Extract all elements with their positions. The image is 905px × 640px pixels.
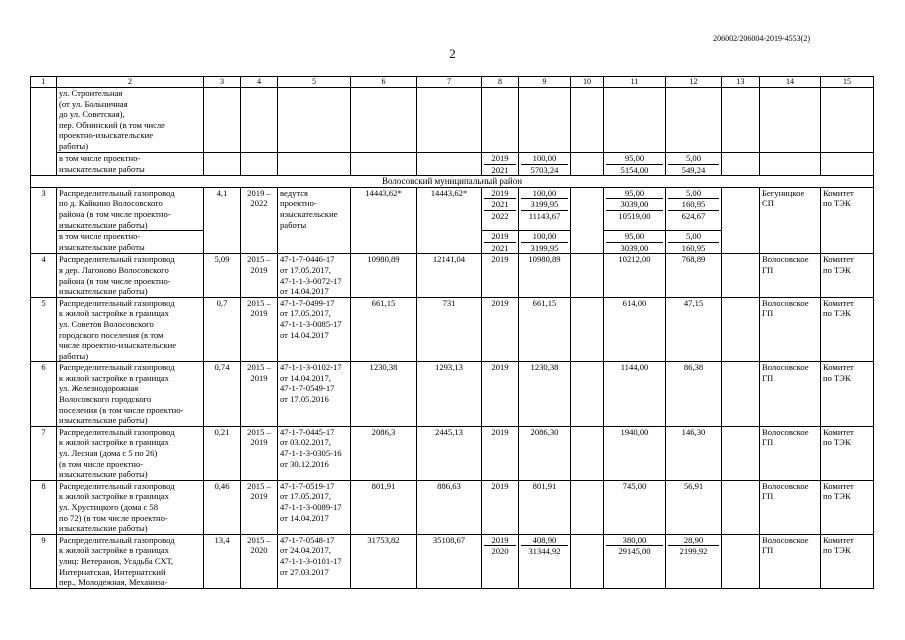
period-cell: 2015 – 2019 — [241, 480, 278, 534]
cost-total-cell: 10980,89 — [351, 254, 417, 297]
column-number: 6 — [351, 77, 417, 88]
year-cell: 2019 — [482, 480, 519, 534]
length-cell: 5,09 — [204, 254, 241, 297]
object-name: Распределительный газопровод к жилой застройке в границах ул. Советов Волосовского городского поселения (в том числе проектно-изыскательские работы) — [57, 297, 204, 362]
year-cell: 2019 — [482, 297, 519, 362]
column-number: 7 — [417, 77, 482, 88]
cost-total-cell: 1230,38 — [351, 362, 417, 427]
value-cell: 380,00 29145,00 — [604, 534, 666, 588]
cost-total-cell: 2086,3 — [351, 426, 417, 480]
value-cell: 1940,00 — [604, 426, 666, 480]
value-cell: 95,00 3039,00 — [604, 231, 666, 254]
empty-cell — [571, 297, 604, 362]
value-cell: 1230,38 — [519, 362, 571, 427]
empty-cell — [571, 362, 604, 427]
row-number: 8 — [31, 480, 57, 534]
value-cell: 100,00 3199,95 — [519, 231, 571, 254]
cost-estimate-cell: 731 — [417, 297, 482, 362]
investment-table — [30, 76, 874, 589]
docs-cell: 47-1-7-0519-17 от 17.05.2017, 47-1-1-3-0089-17 от 14.04.2017 — [278, 480, 351, 534]
table-row — [31, 297, 874, 362]
object-name: Распределительный газопровод я дер. Лагоново Волосовского района (в том числе проектно- изыскательские работы) — [57, 254, 204, 297]
table-row — [31, 534, 874, 588]
object-name: Распределительный газопровод к жилой застройке в границах ул. Хрустицкого (дома с 58 по 72) (в том числе проектно- изыскательские работы) — [57, 480, 204, 534]
cost-total-cell: 661,15 — [351, 297, 417, 362]
value-cell: 95,00 3039,00 10519,00 — [604, 187, 666, 230]
year-cell: 2019 2021 — [482, 153, 519, 176]
period-cell: 2015 – 2019 — [241, 362, 278, 427]
value-cell: 801,91 — [519, 480, 571, 534]
empty-cell — [571, 480, 604, 534]
cost-estimate-cell: 2445,13 — [417, 426, 482, 480]
docs-cell: ведутся проектно- изыскательские работы — [278, 187, 351, 230]
length-cell: 4,1 — [204, 187, 241, 230]
cost-total-cell: 801,91 — [351, 480, 417, 534]
row-number: 7 — [31, 426, 57, 480]
municipality-cell: Волосовское ГП — [760, 426, 821, 480]
value-cell: 5,00 160,95 — [666, 231, 722, 254]
empty-cell — [722, 254, 760, 297]
column-number: 4 — [241, 77, 278, 88]
table-row — [31, 362, 874, 427]
table-row — [31, 480, 874, 534]
value-cell: 86,38 — [666, 362, 722, 427]
value-cell: 100,00 5703,24 — [519, 153, 571, 176]
value-cell: 661,15 — [519, 297, 571, 362]
period-cell: 2015 – 2020 — [241, 534, 278, 588]
length-cell: 13,4 — [204, 534, 241, 588]
column-number: 9 — [519, 77, 571, 88]
docs-cell: 47-1-1-3-0102-17 от 14.04.2017, 47-1-7-0549-17 от 17.05.2016 — [278, 362, 351, 427]
responsible-cell: Комитет по ТЭК — [821, 480, 874, 534]
table-row — [31, 254, 874, 297]
cost-total-cell: 31753,82 — [351, 534, 417, 588]
column-number: 11 — [604, 77, 666, 88]
year-cell: 2019 — [482, 254, 519, 297]
year-cell: 2019 2021 — [482, 231, 519, 254]
object-name: Распределительный газопровод по д. Кайкино Волосовского района (в том числе проектно- изыскательские работы) — [57, 187, 204, 230]
sub-label: в том числе проектно- изыскательские работы — [57, 231, 204, 254]
column-number: 8 — [482, 77, 519, 88]
object-name: Распределительный газопровод к жилой застройке в границах ул. Железнодорожная Волосовского городского поселения (в том числе проектно- изыскательские работы) — [57, 362, 204, 427]
object-name: Распределительный газопровод к жилой застройке в границах улиц: Ветеранов, Усадьба СХТ, Интернатская, Интернатский пер., Молодежная, Механиза- — [57, 534, 204, 588]
municipality-cell: Волосовское ГП — [760, 534, 821, 588]
value-cell: 745,00 — [604, 480, 666, 534]
section-title: Волосовский муниципальный район — [31, 176, 874, 188]
cost-estimate-cell: 14443,62* — [417, 187, 482, 230]
municipality-cell: Волосовское ГП — [760, 362, 821, 427]
section-header — [31, 176, 874, 188]
column-number: 10 — [571, 77, 604, 88]
municipality-cell: Волосовское ГП — [760, 254, 821, 297]
document-id: 206002/206004-2019-4553(2) — [713, 34, 810, 43]
responsible-cell: Комитет по ТЭК — [821, 254, 874, 297]
column-number: 15 — [821, 77, 874, 88]
object-name: ул. Строительная (от ул. Больничная до ул. Советская), пер. Обнинский (в том числе проектно-изыскательские работы) — [57, 88, 204, 153]
column-number: 5 — [278, 77, 351, 88]
responsible-cell: Комитет по ТЭК — [821, 362, 874, 427]
page-number: 2 — [449, 46, 456, 61]
year-cell: 2019 2021 2022 — [482, 187, 519, 230]
value-cell: 408,90 31344,92 — [519, 534, 571, 588]
value-cell: 5,00 160,95 624,67 — [666, 187, 722, 230]
cost-estimate-cell: 35108,67 — [417, 534, 482, 588]
column-number: 1 — [31, 77, 57, 88]
docs-cell: 47-1-7-0499-17 от 17.05.2017, 47-1-1-3-0085-17 от 14.04.2017 — [278, 297, 351, 362]
empty-cell — [571, 426, 604, 480]
period-cell: 2015 – 2019 — [241, 297, 278, 362]
value-cell: 10212,00 — [604, 254, 666, 297]
column-number: 13 — [722, 77, 760, 88]
table-row — [31, 88, 874, 153]
year-cell: 2019 — [482, 426, 519, 480]
row-number: 4 — [31, 254, 57, 297]
sub-label: в том числе проектно- изыскательские работы — [57, 153, 204, 176]
table-row — [31, 426, 874, 480]
cost-total-cell: 14443,62* — [351, 187, 417, 230]
year-cell: 2019 — [482, 362, 519, 427]
column-number: 14 — [760, 77, 821, 88]
year-cell: 2019 2020 — [482, 534, 519, 588]
docs-cell: 47-1-7-0445-17 от 03.02.2017, 47-1-1-3-0305-16 от 30.12.2016 — [278, 426, 351, 480]
length-cell: 0,46 — [204, 480, 241, 534]
value-cell: 768,89 — [666, 254, 722, 297]
length-cell: 0,74 — [204, 362, 241, 427]
cost-estimate-cell: 1293,13 — [417, 362, 482, 427]
docs-cell: 47-1-7-0446-17 от 17.05.2017, 47-1-1-3-0072-17 от 14.04.2017 — [278, 254, 351, 297]
empty-cell — [722, 426, 760, 480]
responsible-cell: Комитет по ТЭК — [821, 297, 874, 362]
row-number: 9 — [31, 534, 57, 588]
length-cell: 0,21 — [204, 426, 241, 480]
value-cell: 10980,89 — [519, 254, 571, 297]
municipality-cell: Волосовское ГП — [760, 480, 821, 534]
period-cell: 2015 – 2019 — [241, 426, 278, 480]
row-number: 3 — [31, 187, 57, 230]
row-number: 5 — [31, 297, 57, 362]
value-cell: 614,00 — [604, 297, 666, 362]
value-cell: 2086,30 — [519, 426, 571, 480]
period-cell: 2015 – 2019 — [241, 254, 278, 297]
table-row-sub — [31, 153, 874, 176]
column-number-row — [31, 77, 874, 88]
table-row-sub — [31, 231, 874, 254]
responsible-cell: Комитет по ТЭК — [821, 426, 874, 480]
length-cell: 0,7 — [204, 297, 241, 362]
docs-cell: 47-1-7-0548-17 от 24.04.2017, 47-1-1-3-0101-17 от 27.03.2017 — [278, 534, 351, 588]
cost-estimate-cell: 886,63 — [417, 480, 482, 534]
object-name: Распределительный газопровод к жилой застройке в границах ул. Лесная (дома с 5 по 26) (в том числе проектно- изыскательские работы) — [57, 426, 204, 480]
value-cell: 146,30 — [666, 426, 722, 480]
value-cell: 56,91 — [666, 480, 722, 534]
value-cell: 1144,00 — [604, 362, 666, 427]
empty-cell — [722, 297, 760, 362]
empty-cell — [722, 362, 760, 427]
empty-cell — [722, 480, 760, 534]
municipality-cell: Волосовское ГП — [760, 297, 821, 362]
value-cell: 95,00 5154,00 — [604, 153, 666, 176]
column-number: 12 — [666, 77, 722, 88]
empty-cell — [571, 254, 604, 297]
table-row — [31, 187, 874, 230]
period-cell: 2019 – 2022 — [241, 187, 278, 230]
cost-estimate-cell: 12141,04 — [417, 254, 482, 297]
responsible-cell: Комитет по ТЭК — [821, 187, 874, 230]
value-cell: 28,90 2199,92 — [666, 534, 722, 588]
value-cell: 100,00 3199,95 11143,67 — [519, 187, 571, 230]
column-number: 2 — [57, 77, 204, 88]
value-cell: 47,15 — [666, 297, 722, 362]
column-number: 3 — [204, 77, 241, 88]
value-cell: 5,00 549,24 — [666, 153, 722, 176]
row-number: 6 — [31, 362, 57, 427]
municipality-cell: Бегуницкое СП — [760, 187, 821, 230]
responsible-cell: Комитет по ТЭК — [821, 534, 874, 588]
